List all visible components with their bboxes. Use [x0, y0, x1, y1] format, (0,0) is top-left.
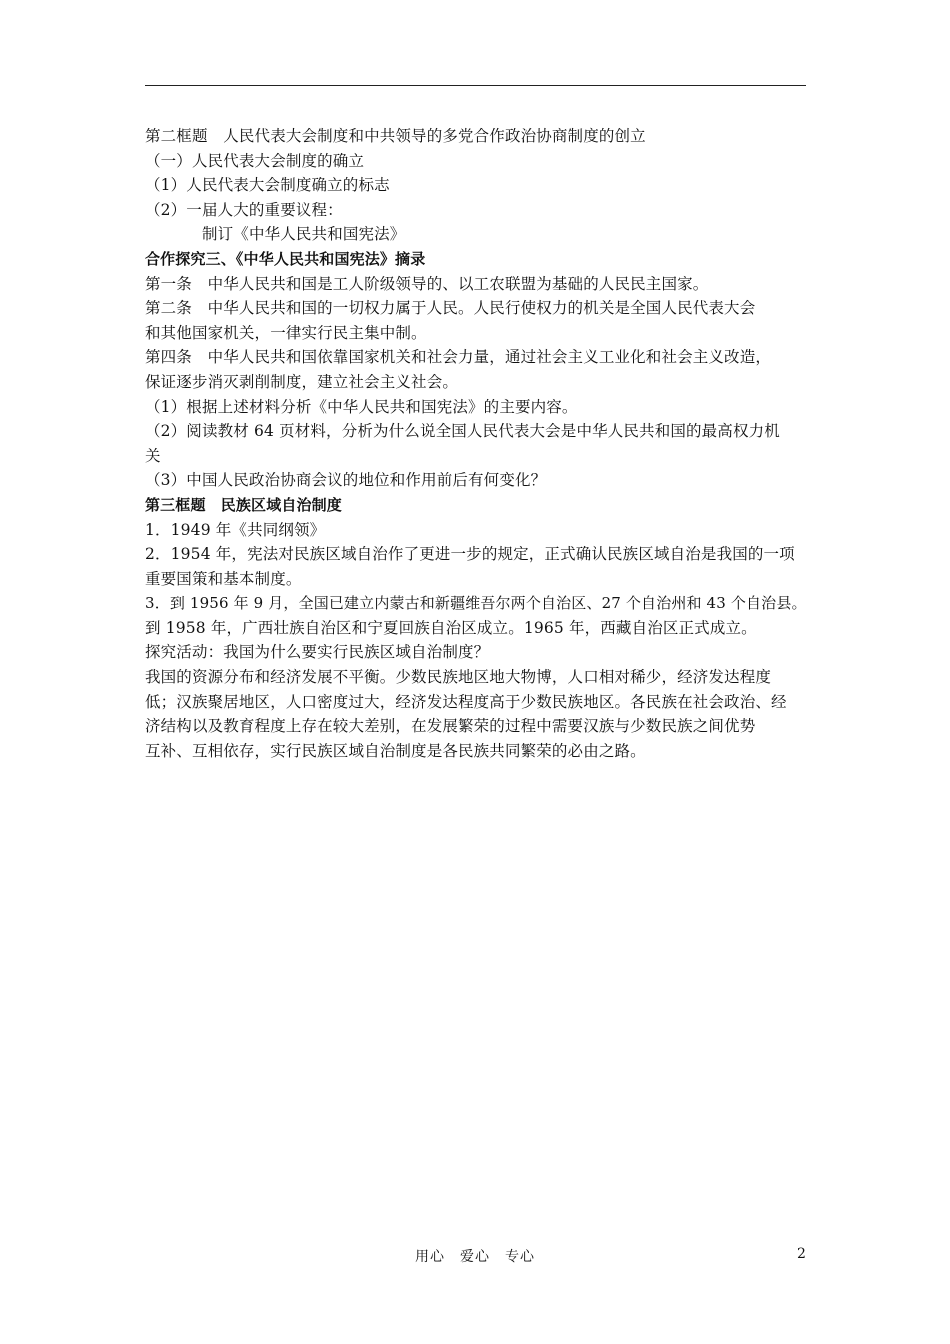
- footer-motto: 用心 爱心 专心: [415, 1249, 535, 1265]
- text-line: 3．到 1956 年 9 月，全国已建立内蒙古和新疆维吾尔两个自治区、27 个自治州和 43 个自治县。: [145, 594, 807, 613]
- text-line: 我国的资源分布和经济发展不平衡。少数民族地区地大物博，人口相对稀少，经济发达程度: [145, 668, 772, 687]
- document-body: [145, 124, 810, 763]
- text-line: （1）根据上述材料分析《中华人民共和国宪法》的主要内容。: [145, 397, 578, 416]
- text-line: 制订《中华人民共和国宪法》: [202, 225, 406, 244]
- text-line: 低；汉族聚居地区，人口密度过大，经济发达程度高于少数民族地区。各民族在社会政治、经: [145, 692, 787, 711]
- text-line: 2．1954 年，宪法对民族区域自治作了更进一步的规定，正式确认民族区域自治是我国的一项: [145, 545, 795, 564]
- text-line: 关: [145, 446, 161, 465]
- text-line: 到 1958 年，广西壮族自治区和宁夏回族自治区成立。1965 年，西藏自治区正式成立。: [145, 618, 757, 637]
- section-heading: 第三框题 民族区域自治制度: [145, 495, 342, 514]
- text-line: 保证逐步消灭剥削制度，建立社会主义社会。: [145, 372, 459, 391]
- text-line: 第二条 中华人民共和国的一切权力属于人民。人民行使权力的机关是全国人民代表大会: [145, 299, 756, 318]
- text-line: 济结构以及教育程度上存在较大差别，在发展繁荣的过程中需要汉族与少数民族之间优势: [145, 717, 756, 736]
- header-rule: [145, 85, 806, 86]
- text-line: 第二框题 人民代表大会制度和中共领导的多党合作政治协商制度的创立: [145, 127, 646, 145]
- section-heading: 合作探究三、《中华人民共和国宪法》摘录: [145, 249, 426, 268]
- text-line: 第一条 中华人民共和国是工人阶级领导的、以工农联盟为基础的人民民主国家。: [145, 274, 709, 293]
- text-line: （3）中国人民政治协商会议的地位和作用前后有何变化？: [145, 471, 547, 490]
- text-line: 探究活动：我国为什么要实行民族区域自治制度？: [145, 643, 490, 662]
- text-line: （一）人民代表大会制度的确立: [145, 151, 365, 170]
- text-line: （2）阅读教材 64 页材料，分析为什么说全国人民代表大会是中华人民共和国的最高权力机: [145, 422, 780, 441]
- text-line: 1．1949 年《共同纲领》: [145, 520, 326, 539]
- text-line: 第四条 中华人民共和国依靠国家机关和社会力量，通过社会主义工业化和社会主义改造，: [145, 348, 772, 367]
- page-number: 2: [797, 1246, 806, 1262]
- text-line: （1）人民代表大会制度确立的标志: [145, 176, 390, 195]
- text-line: 互补、互相依存，实行民族区域自治制度是各民族共同繁荣的必由之路。: [145, 741, 646, 760]
- text-line: （2）一届人大的重要议程：: [145, 200, 343, 219]
- text-line: 和其他国家机关，一律实行民主集中制。: [145, 323, 427, 342]
- text-line: 重要国策和基本制度。: [145, 569, 302, 588]
